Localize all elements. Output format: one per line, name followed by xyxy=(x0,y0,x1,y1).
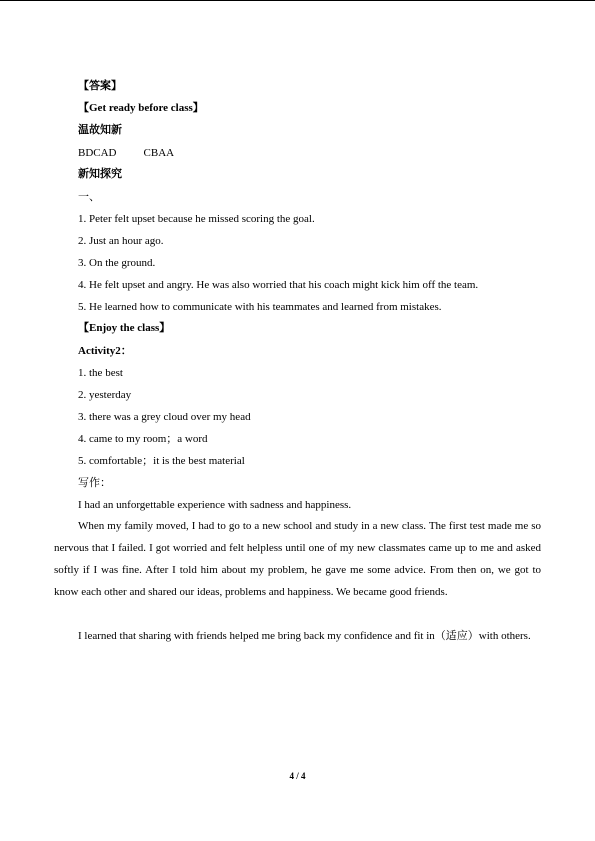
writing-opening-sentence: I had an unforgettable experience with sadness and happiness. xyxy=(78,499,352,511)
activity2-answer-2: 2. yesterday xyxy=(78,389,132,401)
review-answer-group-2: CBAA xyxy=(143,147,175,159)
section-get-ready-heading: 【Get ready before class】 xyxy=(78,102,204,114)
activity2-answer-3: 3. there was a grey cloud over my head xyxy=(78,411,251,423)
activity2-answer-5: 5. comfortable；it is the best material xyxy=(78,455,245,467)
part-one-label: 一、 xyxy=(78,191,100,203)
review-heading: 温故知新 xyxy=(78,124,122,136)
activity2-heading: Activity2： xyxy=(78,345,132,357)
review-answer-group-1: BDCAD xyxy=(78,147,117,159)
review-answers xyxy=(78,147,174,160)
explore-heading: 新知探究 xyxy=(78,168,122,180)
activity2-answer-4: 4. came to my room；a word xyxy=(78,433,208,445)
writing-label: 写作： xyxy=(78,477,111,489)
part-one-answer-5: 5. He learned how to communicate with his teammates and learned from mistakes. xyxy=(78,301,442,313)
writing-paragraph-conclusion: I learned that sharing with friends helped me bring back my confidence and fit in（适应）with others. xyxy=(78,630,531,642)
section-enjoy-heading: 【Enjoy the class】 xyxy=(78,322,171,334)
part-one-answer-4: 4. He felt upset and angry. He was also worried that his coach might kick him off the team. xyxy=(78,279,479,291)
page-number: 4 / 4 xyxy=(289,771,306,781)
activity2-answer-1: 1. the best xyxy=(78,367,123,379)
part-one-answer-3: 3. On the ground. xyxy=(78,257,156,269)
part-one-answer-2: 2. Just an hour ago. xyxy=(78,235,164,247)
part-one-answer-1: 1. Peter felt upset because he missed scoring the goal. xyxy=(78,213,315,225)
header-rule xyxy=(0,0,595,1)
writing-paragraph-body: When my family moved, I had to go to a new school and study in a new class. The first test made me so nervous that I failed. I got worried and felt helpless until one of my new classmates came up to me and asked softly if I was fine. After I told him about my problem, he gave me some advice. From then on, we got to know each other and shared our ideas, problems and happiness. We became good friends. xyxy=(54,520,541,598)
answer-heading: 【答案】 xyxy=(78,80,122,92)
